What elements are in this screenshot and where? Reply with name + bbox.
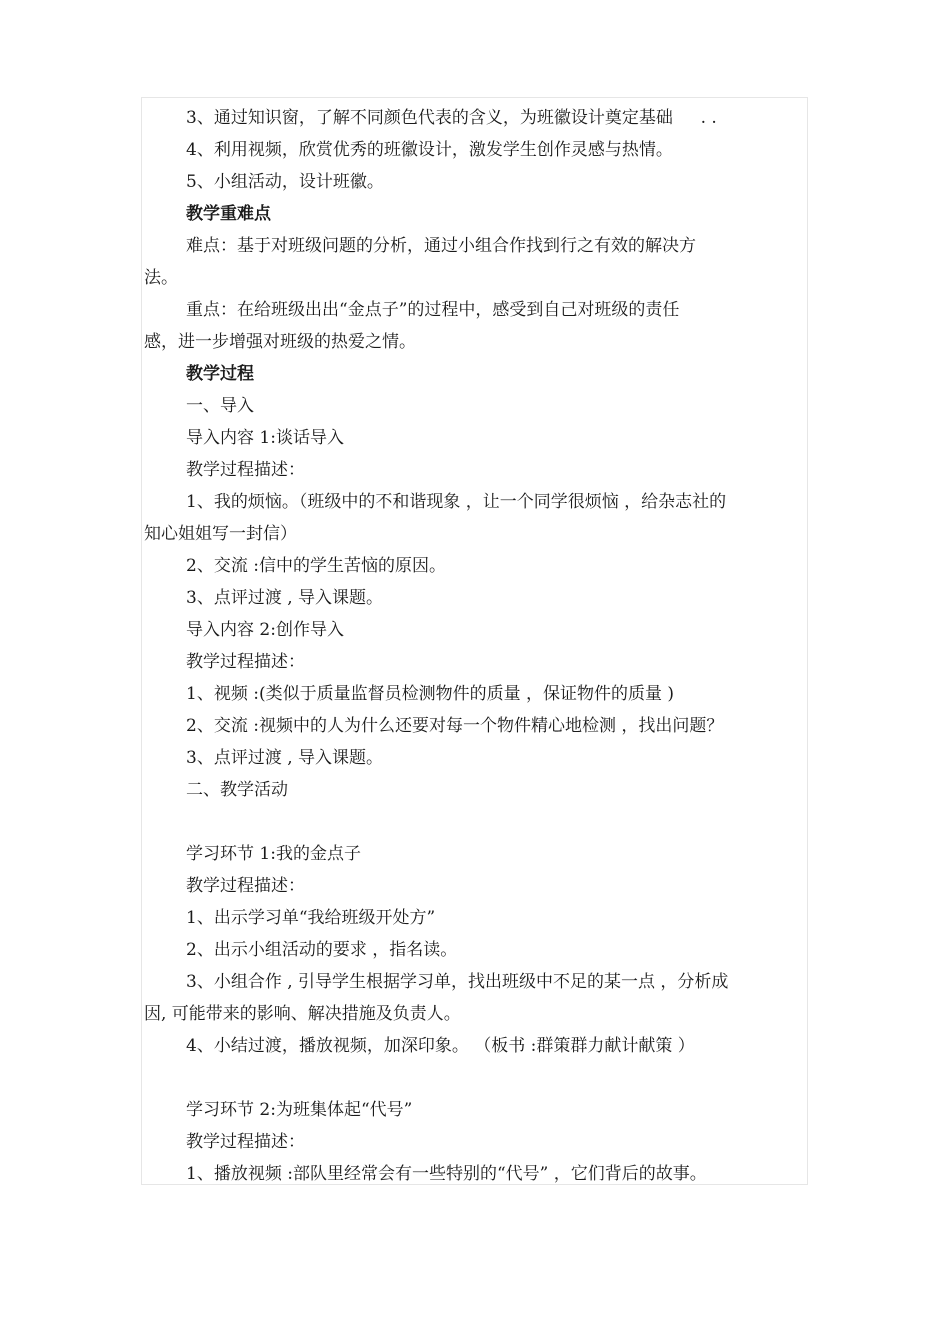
text-line: 学习环节 2:为班集体起“代号” [186, 1100, 413, 1120]
text-line: 导入内容 2:创作导入 [186, 620, 344, 640]
text-line: 重点：在给班级出出“金点子”的过程中，感受到自己对班级的责任 [186, 300, 680, 320]
document-body [144, 102, 806, 1190]
text-line: 因, 可能带来的影响、解决措施及负责人。 [144, 1004, 461, 1024]
text-line: 难点：基于对班级问题的分析，通过小组合作找到行之有效的解决方 [186, 236, 696, 256]
text-line: 教学过程描述： [186, 876, 305, 896]
text-line: 4、小结过渡，播放视频，加深印象。 （板书 :群策群力献计献策 ） [186, 1036, 695, 1056]
blank-line [144, 1062, 806, 1094]
blank-line [144, 806, 806, 838]
text-line: 3、小组合作 , 引导学生根据学习单，找出班级中不足的某一点 ，分析成 [186, 972, 729, 992]
text-line: 导入内容 1:谈话导入 [186, 428, 344, 448]
text-line: 3、点评过渡 , 导入课题。 [186, 748, 384, 768]
section-heading: 教学重难点 [186, 204, 271, 224]
text-line: 教学过程描述： [186, 1132, 305, 1152]
text-line: 学习环节 1:我的金点子 [186, 844, 361, 864]
text-line: 2、交流 :信中的学生苦恼的原因。 [186, 556, 446, 576]
section-heading: 教学过程 [186, 364, 254, 384]
text-line: 3、点评过渡 , 导入课题。 [186, 588, 384, 608]
text-line: 一、导入 [186, 396, 254, 416]
text-line: 2、交流 :视频中的人为什么还要对每一个物件精心地检测 ，找出问题？ [186, 716, 724, 736]
text-line: 1、我的烦恼。（班级中的不和谐现象 ，让一个同学很烦恼 ，给杂志社的 [186, 492, 727, 512]
text-line: 教学过程描述： [186, 460, 305, 480]
text-line: 3、通过知识窗，了解不同颜色代表的含义，为班徽设计奠定基础 . . [186, 108, 717, 128]
text-line: 1、出示学习单“我给班级开处方” [186, 908, 436, 928]
text-line: 二、教学活动 [186, 780, 288, 800]
text-line: 法。 [144, 268, 178, 288]
text-line: 2、出示小组活动的要求 ，指名读。 [186, 940, 458, 960]
text-line: 1、视频 :(类似于质量监督员检测物件的质量 ，保证物件的质量 ) [186, 684, 675, 704]
text-line: 1、播放视频 :部队里经常会有一些特别的“代号” ，它们背后的故事。 [186, 1164, 707, 1184]
text-line: 知心姐姐写一封信） [144, 524, 297, 544]
text-line: 5、小组活动，设计班徽。 [186, 172, 384, 192]
text-line: 教学过程描述： [186, 652, 305, 672]
text-line: 感，进一步增强对班级的热爱之情。 [144, 332, 416, 352]
text-line: 4、利用视频，欣赏优秀的班徽设计，激发学生创作灵感与热情。 [186, 140, 673, 160]
